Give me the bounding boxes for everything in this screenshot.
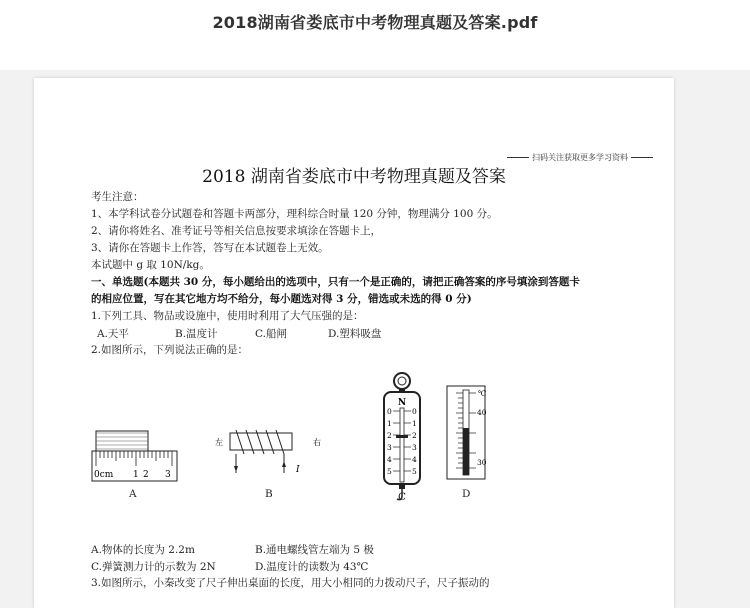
scale-right-5: 5 bbox=[412, 467, 417, 476]
viewer-toolbar bbox=[0, 0, 750, 70]
figure-label-a: A bbox=[129, 488, 137, 500]
qr-note-text: 扫码关注获取更多学习资料 bbox=[532, 153, 628, 162]
scale-left-5: 5 bbox=[387, 467, 392, 476]
scale-left-2: 2 bbox=[387, 431, 392, 440]
notice-heading: 考生注意： bbox=[91, 191, 144, 203]
notice-line-1: 1、本学科试卷分试题卷和答题卡两部分，理科综合时量 120 分钟，物理满分 100 分。 bbox=[91, 208, 498, 220]
q2-option-d: D.温度计的读数为 43℃ bbox=[255, 561, 369, 573]
q2-option-b: B.通电螺线管左端为 5 极 bbox=[255, 544, 374, 556]
q1-option-c: C.船闸 bbox=[255, 328, 287, 340]
scale-left-1: 1 bbox=[387, 419, 392, 428]
figure-d-thermometer bbox=[447, 386, 487, 479]
q1-option-d: D.塑料吸盘 bbox=[328, 328, 382, 340]
ruler-tick-1: 1 bbox=[133, 470, 139, 480]
pole-label: N bbox=[397, 398, 407, 408]
ruler-tick-3: 3 bbox=[165, 470, 171, 480]
q1-option-a: A.天平 bbox=[97, 328, 129, 340]
scale-right-3: 3 bbox=[412, 443, 417, 452]
document-title: 2018湖南省娄底市中考物理真题及答案.pdf bbox=[212, 13, 538, 32]
current-label: I bbox=[296, 465, 300, 475]
q1-option-b: B.温度计 bbox=[175, 328, 218, 340]
scale-left-4: 4 bbox=[387, 455, 392, 464]
q2-option-a: A.物体的长度为 2.2m bbox=[91, 544, 195, 556]
section-1-line-2: 的相应位置，写在其它地方均不给分，每小题选对得 3 分，错选或未选的得 0 分) bbox=[91, 293, 472, 305]
thermometer-unit: ℃ bbox=[478, 389, 487, 398]
q2-option-c: C.弹簧测力计的示数为 2N bbox=[91, 561, 216, 573]
scale-right-0: 0 bbox=[412, 407, 417, 416]
figure-b-solenoid bbox=[215, 430, 321, 475]
section-1-line-1: 一、单选题(本题共 30 分，每小题给出的选项中，只有一个是正确的，请把正确答案的序号填涂到答题卡 bbox=[91, 276, 580, 288]
scale-right-2: 2 bbox=[412, 431, 417, 440]
scale-right-4: 4 bbox=[412, 455, 417, 464]
question-2: 2.如图所示，下列说法正确的是： bbox=[91, 344, 249, 356]
figure-label-c: C bbox=[398, 491, 407, 503]
solenoid-left-label: 左 bbox=[215, 438, 223, 447]
figure-c-spring-scale bbox=[384, 373, 420, 500]
scale-left-3: 3 bbox=[387, 443, 392, 452]
ruler-tick-2: 2 bbox=[143, 470, 149, 480]
notice-line-2: 2、请你将姓名、准考证号等相关信息按要求填涂在答题卡上， bbox=[91, 225, 382, 237]
pdf-page bbox=[34, 78, 674, 608]
scale-left-0: 0 bbox=[387, 407, 392, 416]
g-note: 本试题中 g 取 10N/kg。 bbox=[91, 259, 210, 271]
question-1: 1.下列工具、物品或设施中，使用时利用了大气压强的是： bbox=[91, 310, 364, 322]
q2-figures bbox=[34, 78, 674, 518]
paper-title: 2018 湖南省娄底市中考物理真题及答案 bbox=[202, 167, 506, 187]
thermometer-lower: 30 bbox=[477, 458, 487, 467]
solenoid-right-label: 右 bbox=[313, 438, 321, 447]
figure-label-b: B bbox=[265, 488, 273, 500]
question-3: 3.如图所示，小秦改变了尺子伸出桌面的长度，用大小相同的力拨动尺子，尺子振动的 bbox=[91, 577, 490, 589]
scale-right-1: 1 bbox=[412, 419, 417, 428]
thermometer-upper: 40 bbox=[477, 408, 487, 417]
ruler-tick-0: 0cm bbox=[94, 470, 114, 480]
notice-line-3: 3、请你在答题卡上作答，答写在本试题卷上无效。 bbox=[91, 242, 329, 254]
figure-a-ruler bbox=[92, 431, 177, 481]
figure-label-d: D bbox=[462, 488, 471, 500]
